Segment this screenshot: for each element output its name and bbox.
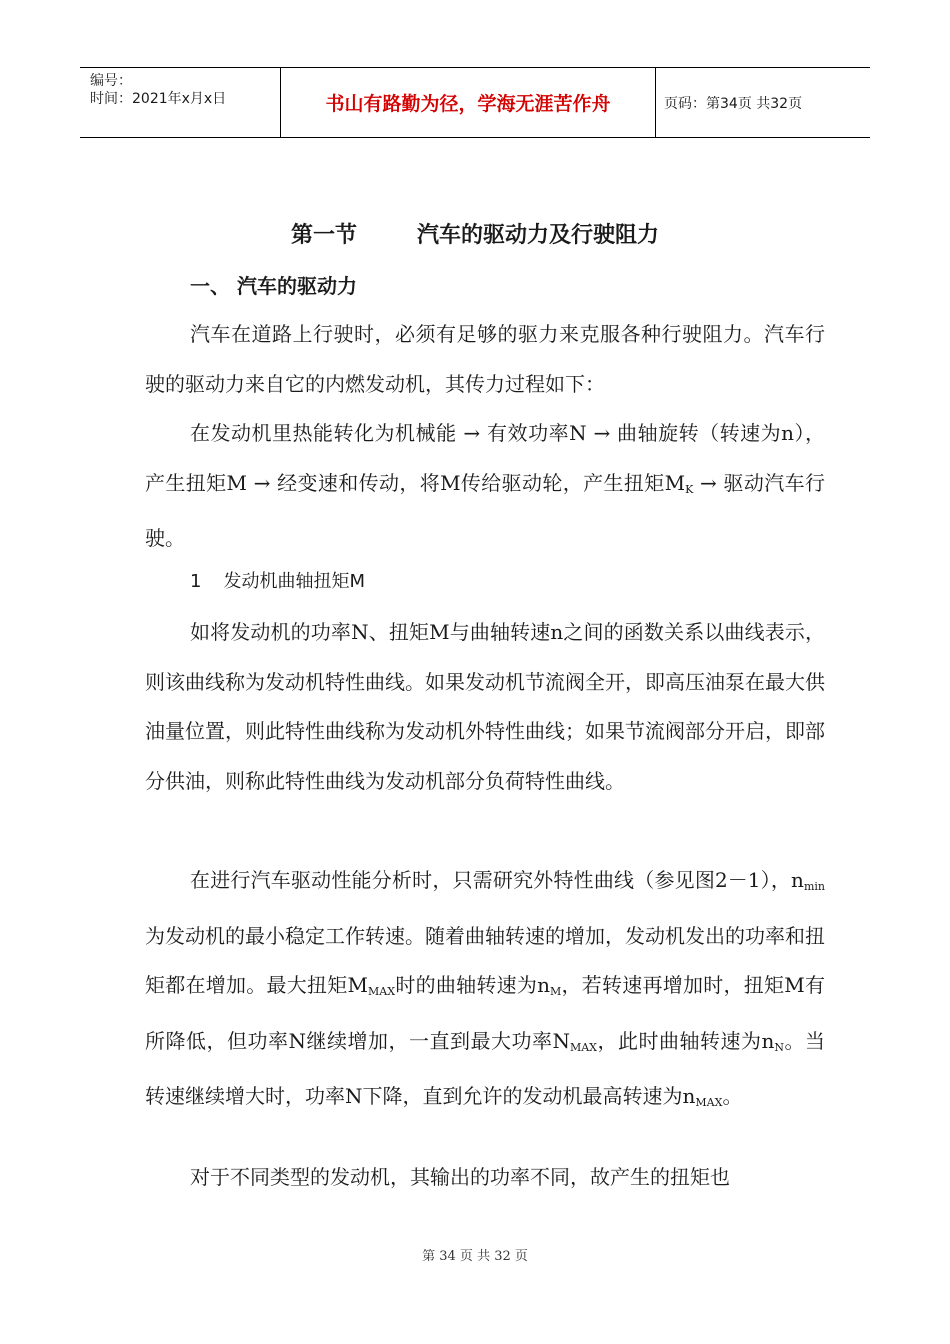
heading-engine-torque — [190, 567, 365, 593]
paragraph-5: 对于不同类型的发动机，其输出的功率不同，故产生的扭矩也 — [190, 1165, 730, 1189]
header-meta — [80, 68, 280, 137]
paragraph-4: 在进行汽车驱动性能分析时，只需研究外特性曲线（参见图2－1），$n_{min}$为发动机的最小稳定工作转速。随着曲轴转速的增加，发动机发出的功率和扭矩都在增加。最大扭矩$M_{MAX}$时的曲轴转速为$n_M$，若转速再增加时，扭矩M有所降低，但功率N继续增加，一直到最大功率$N_{MAX}$，此时曲轴转速为$n_N$。当转速继续增大时，功率N下降，直到允许的发动机最高转速为$n_{MAX}$。 — [145, 868, 826, 1109]
paragraph-3: 如将发动机的功率N、扭矩M与曲轴转速n之间的函数关系以曲线表示，则该曲线称为发动机特性曲线。如果发动机节流阀全开，即高压油泵在最大供油量位置，则此特性曲线称为发动机外特性曲线；如果节流阀部分开启，即部分供油，则称此特性曲线为发动机部分负荷特性曲线。 — [145, 620, 825, 793]
heading-text: 发动机曲轴扭矩M — [223, 571, 365, 592]
heading-driving-force: 一、 汽车的驱动力 — [190, 274, 357, 298]
section-number: 第一节 — [290, 223, 357, 248]
number-label: 编号： — [90, 73, 132, 89]
paragraph-2: 在发动机里热能转化为机械能 → 有效功率N → 曲轴旋转（转速为n），产生扭矩M → 经变速和传动，将M传给驱动轮，产生扭矩$M_K$ → 驱动汽车行驶。 — [145, 421, 825, 550]
header-motto: 书山有路勤为径，学海无涯苦作舟 — [280, 68, 656, 137]
section-title — [0, 218, 950, 249]
section-name: 汽车的驱动力及行驶阻力 — [417, 223, 660, 248]
page-header — [80, 67, 870, 138]
heading-number: 1 — [190, 571, 202, 592]
date-label: 时间：2021年x月x日 — [90, 91, 227, 107]
page-footer: 第 34 页 共 32 页 — [422, 1249, 528, 1264]
paragraph-1: 汽车在道路上行驶时，必须有足够的驱力来克服各种行驶阻力。汽车行驶的驱动力来自它的内燃发动机，其传力过程如下： — [145, 322, 825, 396]
header-page-info: 页码：第34页 共32页 — [664, 95, 803, 112]
